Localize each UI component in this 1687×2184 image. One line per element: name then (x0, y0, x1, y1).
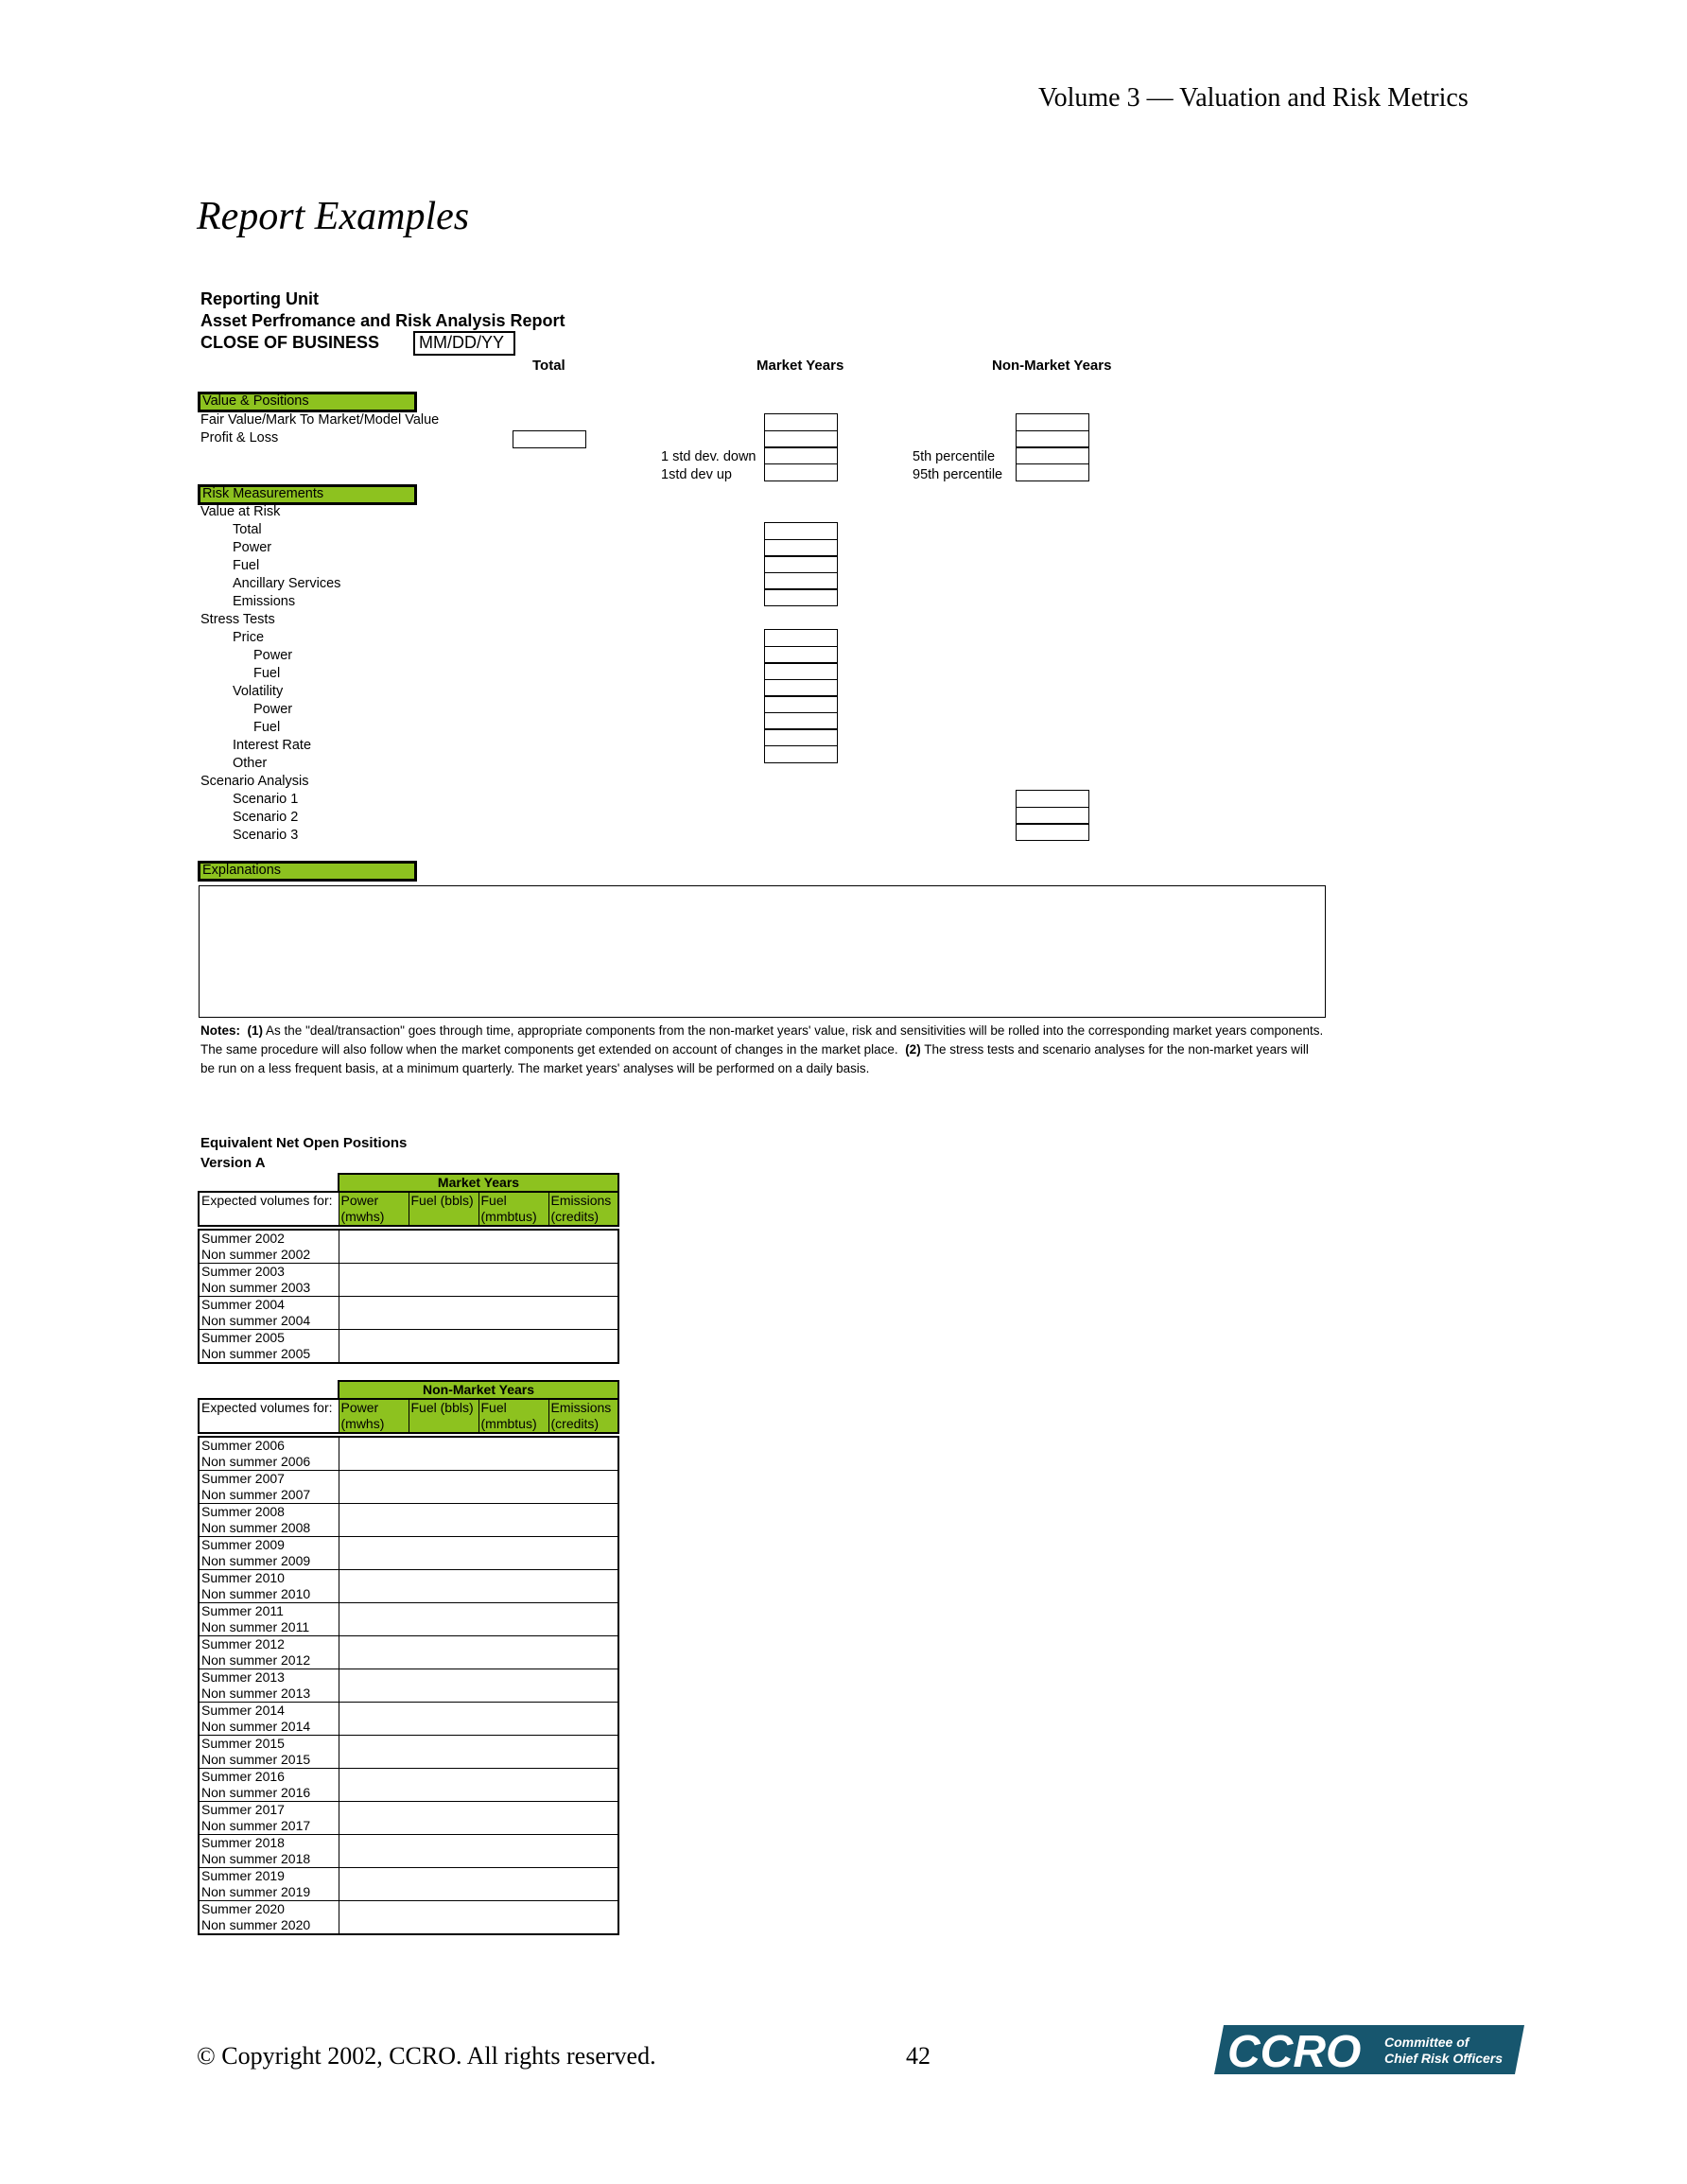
row-scenario-3: Scenario 3 (233, 828, 299, 843)
net-open-version: Version A (200, 1155, 266, 1171)
col-header: Emissions (548, 1399, 618, 1416)
table-row-label: Summer 2012 (199, 1636, 339, 1653)
col-header: Power (339, 1192, 409, 1209)
table-row-values[interactable] (339, 1785, 618, 1802)
row-price: Price (233, 630, 265, 645)
table-row-values[interactable] (339, 1868, 618, 1885)
table-row-values[interactable] (339, 1313, 618, 1330)
scenario-cells[interactable] (1016, 790, 1089, 841)
notes-label: Notes: (200, 1023, 241, 1038)
row-var-emissions: Emissions (233, 594, 296, 609)
col-header: Fuel (478, 1192, 548, 1209)
table-row-values[interactable] (339, 1570, 618, 1587)
row-volatility-fuel: Fuel (253, 720, 281, 735)
table-row-values[interactable] (339, 1652, 618, 1669)
table-row-values[interactable] (339, 1230, 618, 1247)
table-row-values[interactable] (339, 1471, 618, 1488)
note-2-num: (2) (905, 1042, 921, 1057)
table-row-values[interactable] (339, 1330, 618, 1347)
row-profit-loss: Profit & Loss (200, 430, 279, 446)
col-header: Power (339, 1399, 409, 1416)
table-row-values[interactable] (339, 1297, 618, 1314)
col-header-unit: (mwhs) (339, 1209, 409, 1226)
notes (200, 1022, 1326, 1078)
table-row-values[interactable] (339, 1264, 618, 1281)
col-header: Emissions (548, 1192, 618, 1209)
table-row-label: Summer 2019 (199, 1868, 339, 1885)
nonmarket-positions-table (198, 1380, 619, 1935)
note-2-text: The stress tests and scenario analyses for the non-market years will be run on a less frequent basis, at a minimum quarterly. The market years' analyses will be performed on a daily basis. (200, 1042, 1309, 1075)
col-header: Fuel (bbls) (409, 1192, 478, 1209)
row-other: Other (233, 756, 268, 771)
row-var-fuel: Fuel (233, 558, 260, 573)
table-row-label: Non summer 2012 (199, 1652, 339, 1669)
expected-volumes-label: Expected volumes for: (199, 1192, 339, 1226)
table-row-label: Summer 2006 (199, 1437, 339, 1454)
table-row-label: Non summer 2016 (199, 1785, 339, 1802)
row-price-fuel: Fuel (253, 666, 281, 681)
row-var-total: Total (233, 522, 262, 537)
table-row-values[interactable] (339, 1818, 618, 1835)
table-row-values[interactable] (339, 1884, 618, 1901)
table-row-label: Non summer 2014 (199, 1719, 339, 1736)
cob-label: CLOSE OF BUSINESS (200, 333, 380, 352)
table-row-label: Non summer 2010 (199, 1586, 339, 1603)
stat-95th-percentile: 95th percentile (913, 467, 1003, 482)
table-row-label: Non summer 2020 (199, 1917, 339, 1934)
table-row-label: Summer 2013 (199, 1669, 339, 1686)
table-row-label: Non summer 2008 (199, 1520, 339, 1537)
copyright: © Copyright 2002, CCRO. All rights reserved. (197, 2042, 656, 2070)
net-open-title: Equivalent Net Open Positions (200, 1135, 408, 1151)
table-row-label: Summer 2004 (199, 1297, 339, 1314)
table-row-values[interactable] (339, 1686, 618, 1703)
section-risk-measurements: Risk Measurements (198, 484, 417, 505)
table-row-values[interactable] (339, 1752, 618, 1769)
positions-table (198, 1173, 619, 1364)
row-volatility-power: Power (253, 702, 293, 717)
var-cells[interactable] (764, 522, 838, 606)
ccro-logo (1214, 2025, 1524, 2074)
table-row-label: Non summer 2005 (199, 1346, 339, 1363)
table-row-label: Non summer 2006 (199, 1454, 339, 1471)
row-scenario-analysis: Scenario Analysis (200, 774, 309, 789)
section-explanations: Explanations (198, 861, 417, 882)
row-var: Value at Risk (200, 504, 281, 519)
table-row-label: Summer 2007 (199, 1471, 339, 1488)
table-row-values[interactable] (339, 1619, 618, 1636)
col-header-unit: (mwhs) (339, 1416, 409, 1433)
expected-volumes-label: Expected volumes for: (199, 1399, 339, 1433)
table-row-values[interactable] (339, 1504, 618, 1521)
table-row-values[interactable] (339, 1346, 618, 1363)
section-value-positions: Value & Positions (198, 392, 417, 412)
table-row-values[interactable] (339, 1553, 618, 1570)
table-row-label: Summer 2014 (199, 1703, 339, 1720)
table-row-label: Non summer 2019 (199, 1884, 339, 1901)
row-var-power: Power (233, 540, 272, 555)
table-row-label: Non summer 2003 (199, 1280, 339, 1297)
col-header-unit: (mmbtus) (478, 1209, 548, 1226)
page-number: 42 (906, 2042, 930, 2070)
table-row-label: Summer 2010 (199, 1570, 339, 1587)
stat-std-up: 1std dev up (661, 467, 732, 482)
col-header-unit (409, 1209, 478, 1226)
table-row-values[interactable] (339, 1247, 618, 1264)
col-header-unit: (credits) (548, 1416, 618, 1433)
logo-sub1: Committee of (1384, 2035, 1470, 2050)
table-row-label: Summer 2017 (199, 1802, 339, 1819)
nonmarket-value-cells[interactable] (1016, 413, 1089, 481)
row-fair-value: Fair Value/Mark To Market/Model Value (200, 412, 440, 428)
cob-date-field[interactable]: MM/DD/YY (413, 331, 515, 356)
table-row-values[interactable] (339, 1769, 618, 1786)
stat-5th-percentile: 5th percentile (913, 449, 996, 464)
table-row-label: Summer 2020 (199, 1901, 339, 1918)
market-positions-table (198, 1173, 619, 1364)
table-row-values[interactable] (339, 1437, 618, 1454)
table-row-values[interactable] (339, 1454, 618, 1471)
table-row-label: Non summer 2018 (199, 1851, 339, 1868)
table-row-values[interactable] (339, 1736, 618, 1753)
table-row-values[interactable] (339, 1280, 618, 1297)
table-row-label: Non summer 2002 (199, 1247, 339, 1264)
col-header-unit (409, 1416, 478, 1433)
table-row-label: Non summer 2011 (199, 1619, 339, 1636)
row-volatility: Volatility (233, 684, 284, 699)
table-row-values[interactable] (339, 1703, 618, 1720)
row-stress-tests: Stress Tests (200, 612, 275, 627)
row-price-power: Power (253, 648, 293, 663)
table-row-label: Non summer 2015 (199, 1752, 339, 1769)
note-1-text: As the "deal/transaction" goes through time, appropriate components from the non-market years' value, risk and sensitivities will be rolled into the corresponding market years components. The same procedure will also follow when the market components get extended on account of changes in the market place. (200, 1023, 1324, 1057)
positions-table (198, 1380, 619, 1935)
table-row-values[interactable] (339, 1851, 618, 1868)
table-row-label: Summer 2018 (199, 1835, 339, 1852)
table-row-values[interactable] (339, 1537, 618, 1554)
table-title: Market Years (339, 1174, 618, 1192)
col-header: Fuel (478, 1399, 548, 1416)
table-row-label: Non summer 2009 (199, 1553, 339, 1570)
report-name: Asset Perfromance and Risk Analysis Report (200, 311, 565, 330)
note-1-num: (1) (247, 1023, 264, 1038)
table-row-label: Summer 2009 (199, 1537, 339, 1554)
ccro-logo-shape (1214, 2025, 1524, 2074)
table-row-label: Summer 2011 (199, 1603, 339, 1620)
logo-text: CCRO (1227, 2027, 1362, 2074)
table-row-values[interactable] (339, 1586, 618, 1603)
table-row-values[interactable] (339, 1802, 618, 1819)
table-row-label: Summer 2015 (199, 1736, 339, 1753)
table-row-label: Summer 2008 (199, 1504, 339, 1521)
explanations-box[interactable] (199, 885, 1326, 1018)
col-total: Total (532, 358, 565, 374)
reporting-unit: Reporting Unit (200, 289, 319, 308)
table-row-values[interactable] (339, 1636, 618, 1653)
row-interest-rate: Interest Rate (233, 738, 312, 753)
table-row-values[interactable] (339, 1719, 618, 1736)
page-title: Report Examples (197, 195, 470, 238)
row-var-ancillary: Ancillary Services (233, 576, 341, 591)
logo-sub2: Chief Risk Officers (1384, 2051, 1504, 2066)
table-row-values[interactable] (339, 1901, 618, 1918)
table-row-values[interactable] (339, 1917, 618, 1934)
col-header-unit: (mmbtus) (478, 1416, 548, 1433)
row-scenario-1: Scenario 1 (233, 792, 299, 807)
running-header: Volume 3 — Valuation and Risk Metrics (1038, 83, 1469, 113)
col-nonmarket-years: Non-Market Years (992, 358, 1112, 374)
market-value-cells[interactable] (764, 413, 838, 481)
table-row-values[interactable] (339, 1520, 618, 1537)
stress-cells[interactable] (764, 629, 838, 763)
table-row-label: Non summer 2007 (199, 1487, 339, 1504)
table-row-values[interactable] (339, 1487, 618, 1504)
table-title: Non-Market Years (339, 1381, 618, 1399)
col-header: Fuel (bbls) (409, 1399, 478, 1416)
col-market-years: Market Years (757, 358, 844, 374)
table-row-values[interactable] (339, 1603, 618, 1620)
table-row-label: Summer 2005 (199, 1330, 339, 1347)
table-row-label: Summer 2003 (199, 1264, 339, 1281)
table-row-label: Non summer 2013 (199, 1686, 339, 1703)
table-row-values[interactable] (339, 1669, 618, 1686)
table-row-values[interactable] (339, 1835, 618, 1852)
table-row-label: Non summer 2004 (199, 1313, 339, 1330)
table-row-label: Non summer 2017 (199, 1818, 339, 1835)
col-header-unit: (credits) (548, 1209, 618, 1226)
total-pl-cell[interactable] (513, 430, 586, 448)
table-row-label: Summer 2016 (199, 1769, 339, 1786)
table-row-label: Summer 2002 (199, 1230, 339, 1247)
row-scenario-2: Scenario 2 (233, 810, 299, 825)
stat-std-down: 1 std dev. down (661, 449, 757, 464)
